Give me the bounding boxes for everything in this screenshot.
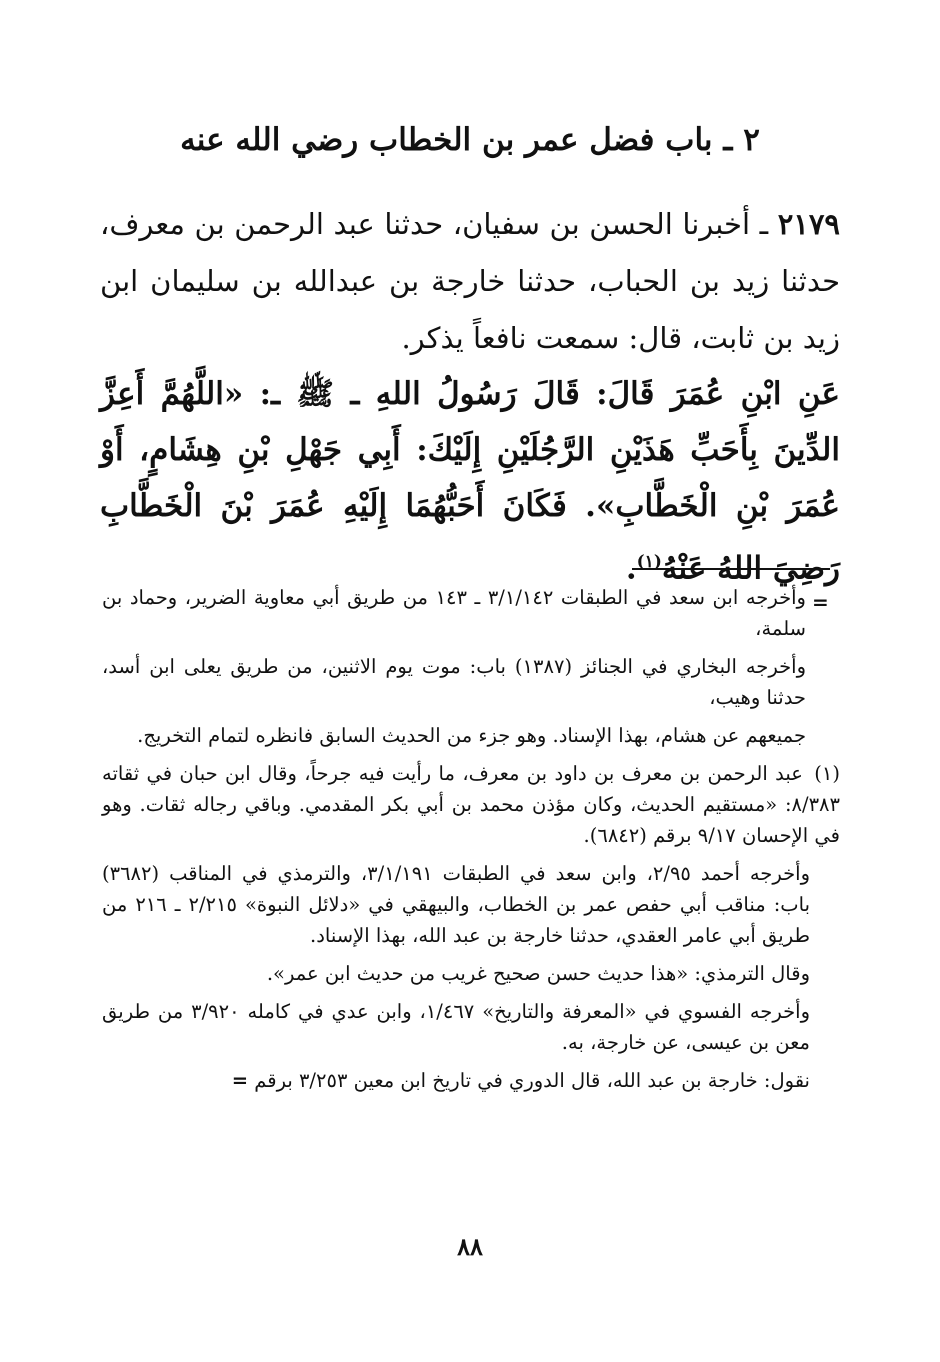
footnote-1-paragraph [102,1065,840,1096]
footnote-reference: (١) [636,552,662,572]
footnote-prev-paragraph: جميعهم عن هشام، بهذا الإسناد. وهو جزء من الحديث السابق فانظره لتمام التخريج. [137,724,806,747]
footnote-1-last-text: نقول: خارجة بن عبد الله، قال الدوري في تاريخ ابن معين ٣/٢٥٣ برقم [254,1069,810,1092]
page-number: ٨٨ [457,1232,483,1261]
footnote-number: (١) [814,762,840,785]
footnote-1-text: عبد الرحمن بن معرف بن داود بن معرف، ما رأيت فيه جرحاً، وقال ابن حبان في ثقاته ٨/٣٨٣: «مستقيم الحديث، وكان مؤذن محمد بن أبي بكر المقدمي. وباقي رجاله ثقات. وهو في الإحسان ٩/١٧ برقم (٦٨٤٢). [102,762,840,847]
chapter-title: ٢ ـ باب فضل عمر بن الخطاب رضي الله عنه [180,122,760,158]
hadith-matn: عَنِ ابْنِ عُمَرَ قَالَ: قَالَ رَسُولُ اللهِ ـ ﷺ ـ: «اللَّهُمَّ أَعِزَّ الدِّينَ بِأَحَبِّ هَذَيْنِ الرَّجُلَيْنِ إِلَيْكَ: أَبِي جَهْلِ بْنِ هِشَامٍ، أَوْ عُمَرَ بْنِ الْخَطَّابِ». فَكَانَ أَحَبُّهُمَا إِلَيْهِ عُمَرَ بْنَ الْخَطَّابِ رَضِيَ اللهُ عَنْهُ$^{(١)}$. [100,376,840,587]
footnote-1 [102,758,840,851]
hadith-matn-text: عَنِ ابْنِ عُمَرَ قَالَ: قَالَ رَسُولُ اللهِ ـ ﷺ ـ: «اللَّهُمَّ أَعِزَّ الدِّينَ بِأَحَبِّ هَذَيْنِ الرَّجُلَيْنِ إِلَيْكَ: أَبِي جَهْلِ بْنِ هِشَامٍ، أَوْ عُمَرَ بْنِ الْخَطَّابِ». فَكَانَ أَحَبُّهُمَا إِلَيْهِ عُمَرَ بْنَ الْخَطَّابِ رَضِيَ اللهُ عَنْهُ [100,376,840,587]
continuation-marker-bottom: = [231,1069,249,1092]
footnote-separator [632,568,830,570]
hadith-isnad [100,196,840,367]
hadith-number: ٢١٧٩ [777,207,840,241]
footnote-prev-paragraph: وأخرجه ابن سعد في الطبقات ٣/١/١٤٢ ـ ١٤٣ من طريق أبي معاوية الضرير، وحماد بن سلمة، [102,586,806,640]
continuation-marker-top: = [812,590,829,614]
footnote-1-paragraph: وأخرجه الفسوي في «المعرفة والتاريخ» ١/٤٦٧، وابن عدي في كامله ٣/٩٢٠ من طريق معن بن عيسى، عن خارجة، به. [102,1000,810,1054]
footnote-prev-paragraph: وأخرجه البخاري في الجنائز (١٣٨٧) باب: موت يوم الاثنين، من طريق يعلى ابن أسد، حدثنا وهيب، [102,655,806,709]
footnote-1-paragraph: وقال الترمذي: «هذا حديث حسن صحيح غريب من حديث ابن عمر». [266,962,810,985]
footnote-1-paragraph: وأخرجه أحمد ٢/٩٥، وابن سعد في الطبقات ٣/١/١٩١، والترمذي في المناقب (٣٦٨٢) باب: مناقب أبي حفص عمر بن الخطاب، والبيهقي في «دلائل النبوة» ٢/٢١٥ ـ ٢١٦ من طريق أبي عامر العقدي، حدثنا خارجة بن عبد الله، بهذا الإسناد. [102,862,810,947]
hadith-isnad-text: ـ أخبرنا الحسن بن سفيان، حدثنا عبد الرحمن بن معرف، حدثنا زيد بن الحباب، حدثنا خارجة بن عبدالله بن سليمان ابن زيد بن ثابت، قال: سمعت نافعاً يذكر. [100,207,840,355]
footnotes [102,582,840,1103]
